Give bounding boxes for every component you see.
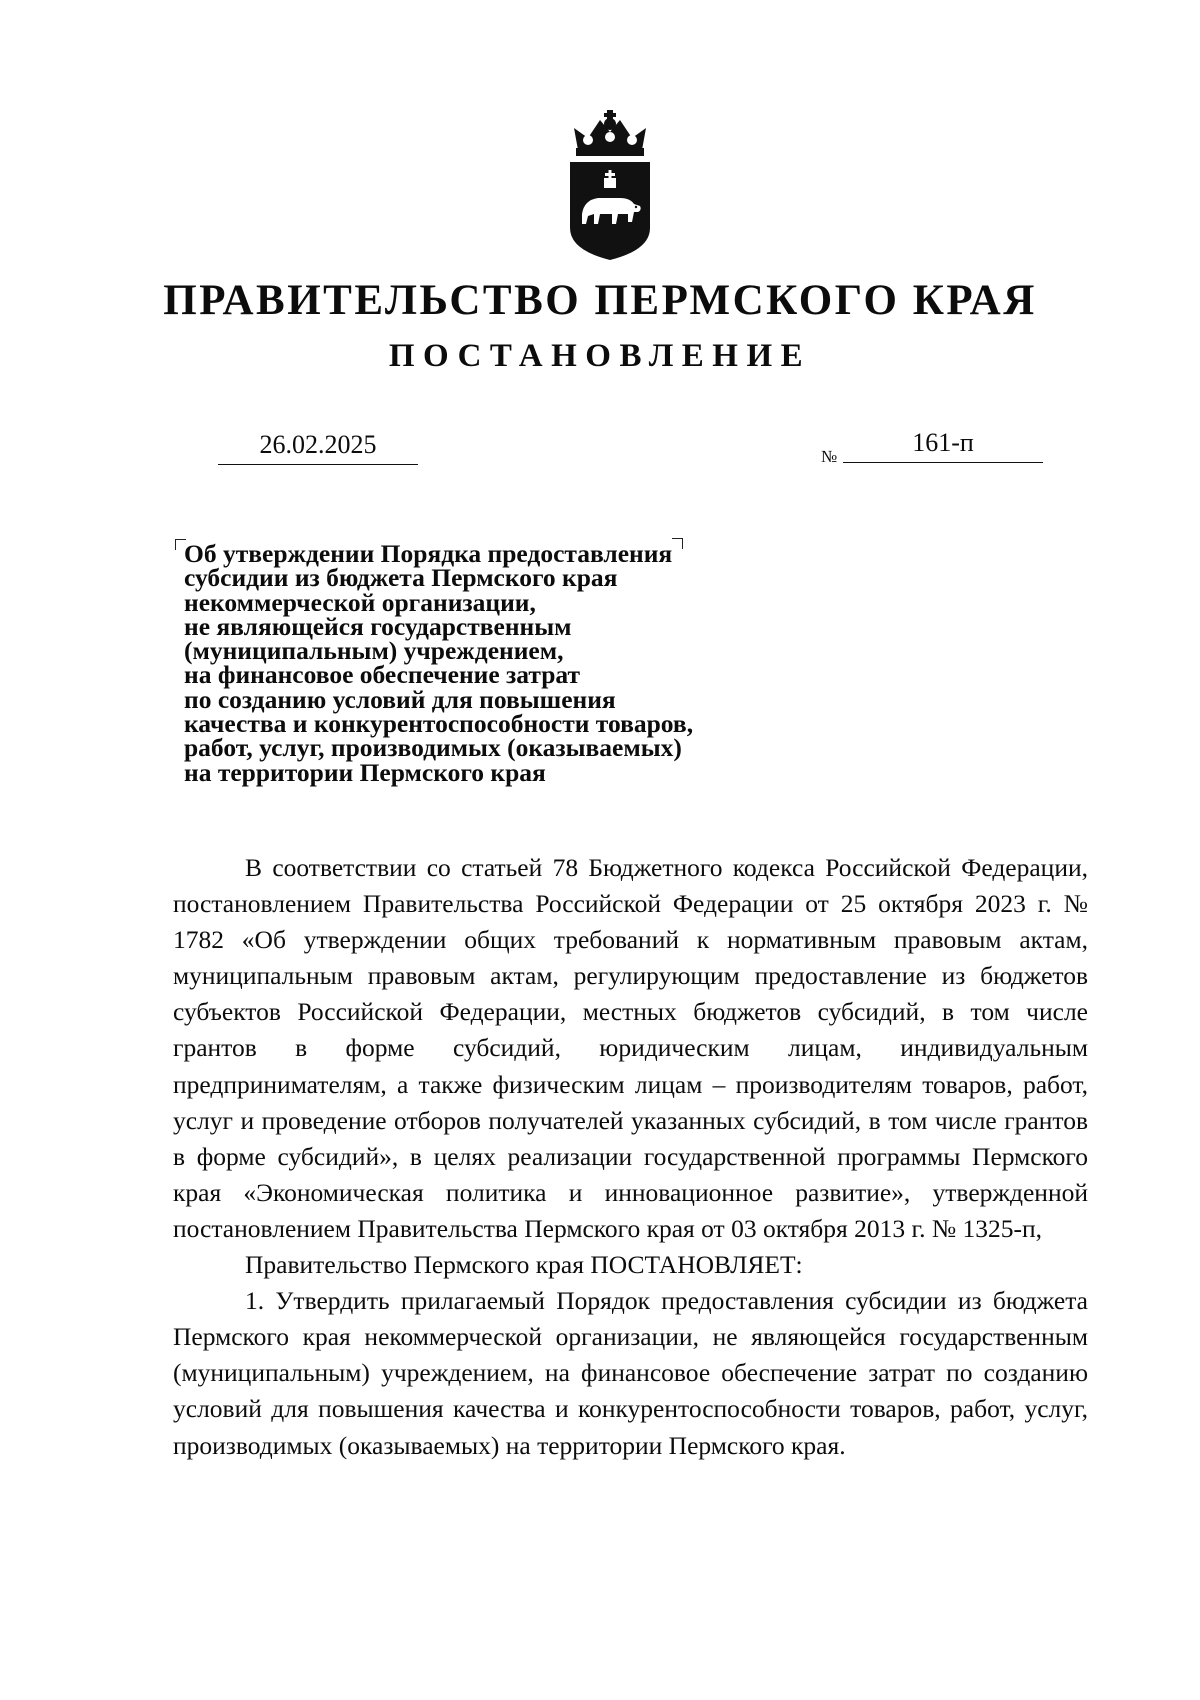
document-number: 161-п: [843, 426, 1043, 463]
subject-line: некоммерческой организации,: [184, 587, 536, 617]
subject-line: качества и конкурентоспособности товаров,: [184, 709, 694, 739]
subject-line: субсидии из бюджета Пермского края: [184, 563, 618, 593]
subject-line: Об утверждении Порядка предоставления: [184, 539, 673, 568]
perm-krai-coat-of-arms-icon: [566, 110, 654, 262]
document-subject: [184, 539, 804, 787]
item-1-paragraph: 1. Утвердить прилагаемый Порядок предоставления субсидии из бюджета Пермского края некоммерческой организации, не являющейся государственным (муниципальным) учреждением, на финансовое обеспечение затрат по созданию условий для повышения качества и конкурентоспособности товаров, работ, услуг, производимых (оказываемых) на территории Пермского края.: [173, 1286, 1088, 1460]
subject-line: на финансовое обеспечение затрат: [184, 660, 580, 690]
subject-line: по созданию условий для повышения: [184, 684, 616, 714]
subject-line: работ, услуг, производимых (оказываемых): [184, 733, 682, 763]
resolution-paragraph: Правительство Пермского края ПОСТАНОВЛЯЕТ:: [245, 1250, 803, 1280]
document-date: 26.02.2025: [218, 428, 418, 465]
subject-line: (муниципальным) учреждением,: [184, 636, 564, 666]
preamble-paragraph: В соответствии со статьей 78 Бюджетного кодекса Российской Федерации, постановлением Правительства Российской Федерации от 25 октября 2023 г. № 1782 «Об утверждении общих требований к нормативным правовым актам, муниципальным правовым актам, регулирующим предоставление из бюджетов субъектов Российской Федерации, местных бюджетов субсидий, в том числе грантов в форме субсидий, юридическим лицам, индивидуальным предпринимателям, а также физическим лицам – производителям товаров, работ, услуг и проведение отборов получателей указанных субсидий, в том числе грантов в форме субсидий», в целях реализации государственной программы Пермского края «Экономическая политика и инновационное развитие», утвержденной постановлением Правительства Пермского края от 03 октября 2013 г. № 1325-п,: [173, 853, 1088, 1243]
document-number-label: №: [821, 447, 838, 466]
subject-line: не являющейся государственным: [184, 611, 572, 641]
subject-line: на территории Пермского края: [184, 757, 546, 787]
organization-title: ПРАВИТЕЛЬСТВО ПЕРМСКОГО КРАЯ: [163, 277, 1037, 324]
document-body: [173, 850, 1088, 1464]
document-type: ПОСТАНОВЛЕНИЕ: [388, 338, 812, 374]
